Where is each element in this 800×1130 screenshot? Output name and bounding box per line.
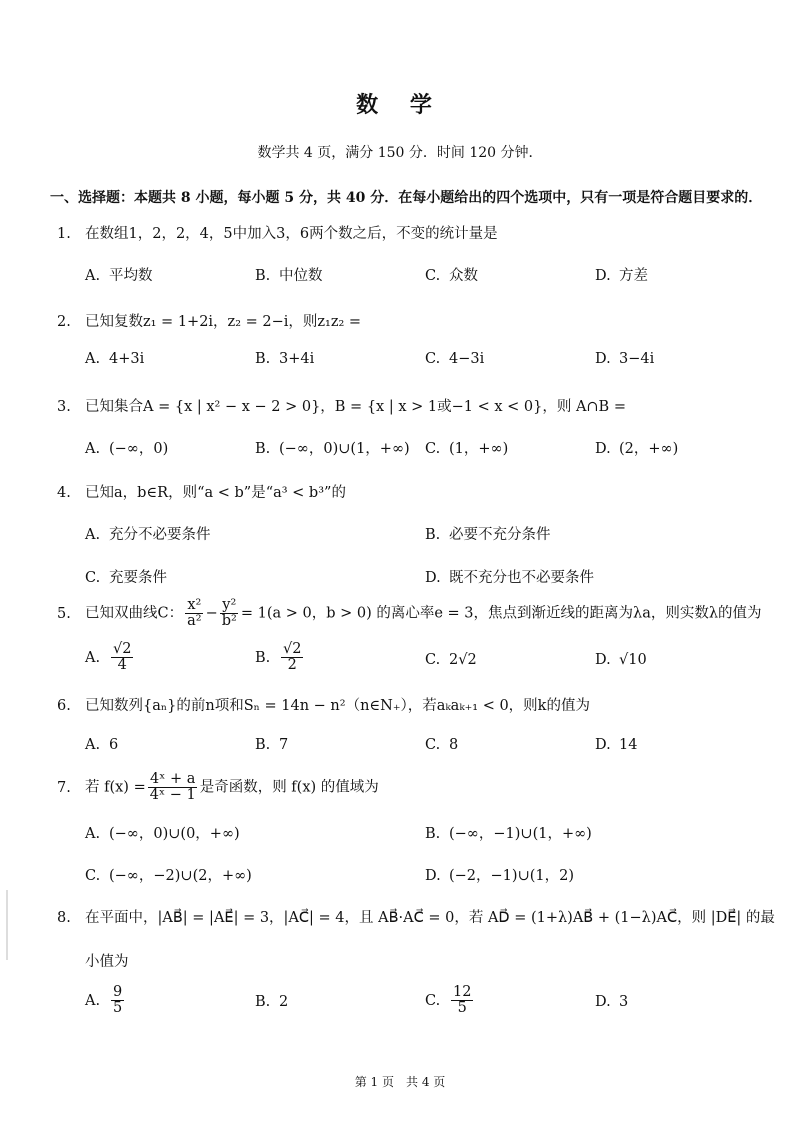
question-4-options-row2 (85, 566, 785, 598)
page-footer: 第 1 页 共 4 页 (354, 1075, 446, 1089)
option-c (425, 351, 484, 367)
fraction (111, 985, 124, 1016)
option-letter: A. (85, 826, 101, 842)
option-a (85, 523, 211, 544)
option-letter: C. (425, 351, 441, 367)
option-text: (2，+∞) (619, 441, 679, 457)
option-text: 平均数 (109, 268, 153, 284)
option-a (85, 437, 168, 458)
option-b (425, 523, 551, 544)
option-text: 2√2 (449, 652, 477, 668)
fraction (111, 642, 133, 673)
question-7-options-row1 (85, 822, 785, 854)
option-d (595, 264, 648, 285)
question-stem: 已知数列{aₙ}的前n项和Sₙ = 14n − n²（n∈N₊），若aₖaₖ₊₁ < 0，则k的值为 (85, 698, 590, 714)
option-c (425, 652, 477, 668)
option-text: 4+3i (109, 351, 145, 367)
option-letter: B. (255, 441, 271, 457)
option-text: (−∞，0)∪(1，+∞) (279, 441, 410, 457)
option-letter: A. (85, 527, 101, 543)
option-letter: D. (425, 570, 441, 586)
option-letter: C. (425, 441, 441, 457)
option-text: (−2，−1)∪(1，2) (449, 868, 574, 884)
option-text: 4−3i (449, 351, 485, 367)
question-6 (57, 694, 757, 715)
option-c (425, 985, 475, 1016)
denominator: 2 (287, 657, 297, 674)
question-number: 1. (57, 226, 71, 242)
option-b (255, 437, 410, 458)
option-letter: C. (425, 652, 441, 668)
question-4 (57, 481, 757, 502)
question-8-continued (85, 950, 785, 971)
denominator: 4 (117, 657, 127, 674)
option-letter: A. (85, 351, 101, 367)
denominator: b² (221, 613, 237, 630)
numerator: 4ˣ + a (150, 771, 196, 787)
question-number: 4. (57, 485, 71, 501)
scan-edge-mark (6, 890, 8, 960)
option-b (255, 994, 288, 1010)
fraction (148, 772, 198, 803)
fraction (281, 642, 303, 673)
minus-sign: − (205, 605, 218, 622)
option-b (255, 264, 323, 285)
question-2-options (85, 351, 785, 383)
fraction (220, 598, 239, 629)
section-heading: 一、选择题：本题共 8 小题，每小题 5 分，共 40 分．在每小题给出的四个选项中，只有一项是符合题目要求的． (50, 190, 763, 206)
question-4-options-row1 (85, 523, 785, 555)
option-b (255, 737, 288, 753)
option-a (85, 264, 153, 285)
option-text: 8 (449, 737, 459, 753)
numerator: 12 (453, 984, 472, 1000)
question-stem: 已知复数z₁ = 1+2i，z₂ = 2−i，则z₁z₂ = (85, 314, 362, 330)
question-3-options (85, 437, 785, 469)
question-stem-suffix: = 1(a > 0，b > 0) 的离心率e = 3，焦点到渐近线的距离为λa，则实数λ的值为 (240, 605, 762, 622)
option-text: √10 (619, 652, 647, 668)
option-text: (−∞，−1)∪(1，+∞) (449, 826, 592, 842)
option-text: 充分不必要条件 (109, 527, 211, 543)
option-d (595, 994, 628, 1010)
question-6-options (85, 737, 785, 769)
option-text: 必要不充分条件 (449, 527, 551, 543)
question-number: 3. (57, 399, 71, 415)
question-stem-prefix: 已知双曲线C： (85, 605, 184, 622)
question-stem: 已知集合A = {x | x² − x − 2 > 0}，B = {x | x > 1或−1 < x < 0}，则 A∩B = (85, 399, 626, 415)
option-c (85, 566, 167, 587)
option-text: (−∞，0) (109, 441, 169, 457)
option-a (85, 822, 240, 843)
question-1 (57, 222, 757, 243)
option-letter: D. (595, 441, 611, 457)
option-text: 14 (619, 737, 638, 753)
option-text: 2 (279, 994, 289, 1010)
option-text: 充要条件 (109, 570, 167, 586)
option-a (85, 737, 118, 753)
question-7 (57, 772, 757, 803)
question-5 (57, 597, 762, 630)
option-letter: C. (85, 570, 101, 586)
option-letter: B. (255, 737, 271, 753)
fraction (451, 985, 473, 1016)
option-c (85, 864, 252, 885)
numerator: √2 (283, 641, 302, 657)
question-3 (57, 395, 757, 416)
question-number: 2. (57, 314, 71, 330)
option-d (595, 737, 637, 753)
question-8 (57, 906, 775, 927)
fraction (185, 598, 203, 629)
option-letter: B. (425, 527, 441, 543)
option-letter: B. (425, 826, 441, 842)
option-text: 7 (279, 737, 289, 753)
question-stem-prefix: 若 f(x) = (85, 779, 146, 796)
question-number: 5. (57, 605, 71, 622)
option-letter: D. (595, 652, 611, 668)
numerator: 9 (113, 984, 123, 1000)
option-letter: B. (255, 351, 271, 367)
option-b (255, 642, 305, 673)
question-stem-line1: 在平面中，|AB⃗| = |AE⃗| = 3，|AC⃗| = 4，且 AB⃗·AC⃗ = 0，若 AD⃗ = (1+λ)AB⃗ + (1−λ)AC⃗，则 |DE⃗| 的最 (85, 910, 775, 926)
option-letter: D. (595, 994, 611, 1010)
question-8-options (85, 985, 785, 1025)
option-letter: A. (85, 737, 101, 753)
option-d (425, 566, 594, 587)
option-a (85, 642, 135, 673)
option-text: 众数 (449, 268, 478, 284)
option-text: (−∞，−2)∪(2，+∞) (109, 868, 252, 884)
option-text: 6 (109, 737, 119, 753)
option-text: 3 (619, 994, 629, 1010)
option-text: 3+4i (279, 351, 315, 367)
option-text: 既不充分也不必要条件 (449, 570, 594, 586)
option-c (425, 264, 478, 285)
option-d (425, 864, 574, 885)
question-2 (57, 310, 757, 331)
question-number: 6. (57, 698, 71, 714)
option-c (425, 737, 458, 753)
option-letter: A. (85, 441, 101, 457)
option-letter: A. (85, 268, 101, 284)
option-letter: A. (85, 649, 101, 666)
option-letter: B. (255, 268, 271, 284)
denominator: 5 (113, 1000, 123, 1017)
option-letter: C. (425, 737, 441, 753)
question-number: 8. (57, 910, 71, 926)
question-number: 7. (57, 779, 71, 796)
option-letter: C. (85, 868, 101, 884)
denominator: 4ˣ − 1 (149, 787, 196, 804)
question-stem: 在数组1，2，2，4，5中加入3，6两个数之后，不变的统计量是 (85, 226, 498, 242)
numerator: y² (222, 597, 237, 613)
question-stem-line2: 小值为 (85, 954, 129, 970)
question-stem-suffix: 是奇函数，则 f(x) 的值域为 (199, 779, 379, 796)
question-stem: 已知a，b∈R，则“a < b”是“a³ < b³”的 (85, 485, 346, 501)
option-letter: A. (85, 992, 101, 1009)
option-letter: B. (255, 994, 271, 1010)
option-d (595, 652, 647, 668)
denominator: 5 (457, 1000, 467, 1017)
option-letter: D. (595, 737, 611, 753)
option-letter: D. (425, 868, 441, 884)
page-title: 数 学 (356, 92, 444, 118)
option-text: 3−4i (619, 351, 655, 367)
option-letter: D. (595, 351, 611, 367)
numerator: √2 (113, 641, 132, 657)
option-letter: C. (425, 992, 441, 1009)
option-text: 方差 (619, 268, 648, 284)
denominator: a² (187, 613, 202, 630)
exam-info: 数学共 4 页，满分 150 分．时间 120 分钟． (257, 145, 543, 161)
option-letter: D. (595, 268, 611, 284)
option-a (85, 351, 144, 367)
option-text: (1，+∞) (449, 441, 509, 457)
question-7-options-row2 (85, 864, 785, 896)
option-text: (−∞，0)∪(0，+∞) (109, 826, 240, 842)
option-d (595, 351, 654, 367)
question-5-options (85, 642, 785, 682)
numerator: x² (187, 597, 202, 613)
option-a (85, 985, 126, 1016)
option-c (425, 437, 508, 458)
option-letter: C. (425, 268, 441, 284)
option-b (425, 822, 592, 843)
option-text: 中位数 (279, 268, 323, 284)
option-b (255, 351, 314, 367)
option-letter: B. (255, 649, 271, 666)
option-d (595, 437, 678, 458)
question-1-options (85, 264, 785, 296)
